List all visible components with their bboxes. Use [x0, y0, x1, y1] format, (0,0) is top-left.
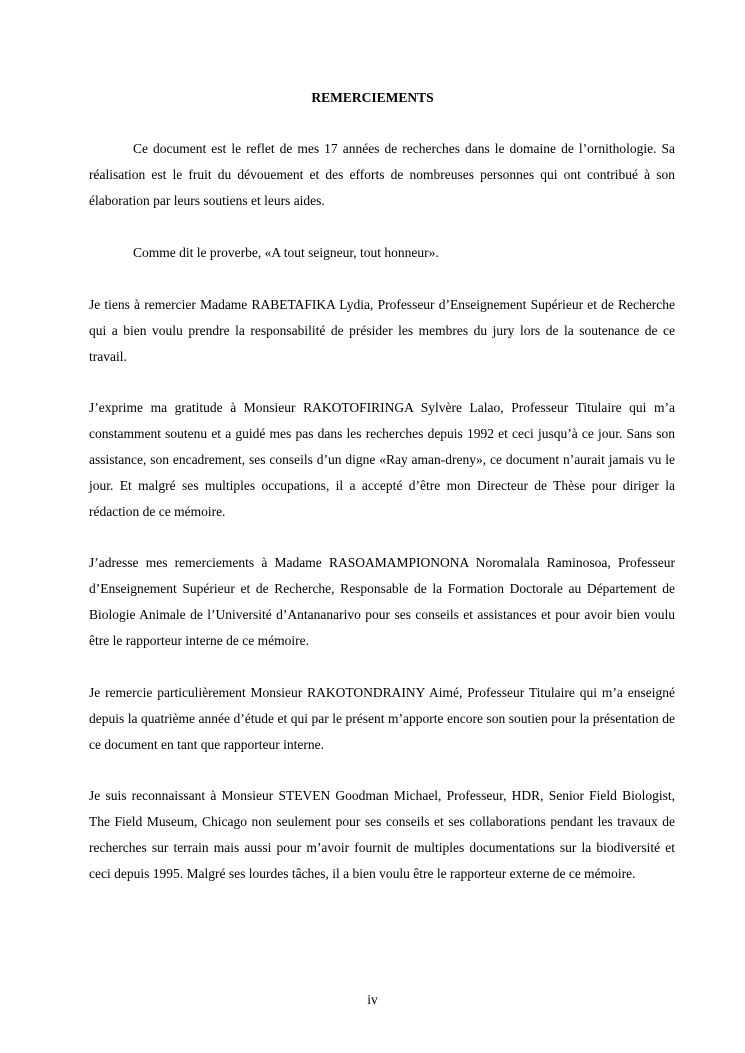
page-title: REMERCIEMENTS [311, 90, 434, 105]
page-number: iv [367, 992, 378, 1007]
paragraph-jury-president: Je tiens à remercier Madame RABETAFIKA Lydia, Professeur d’Enseignement Supérieur et de Recherche qui a bien voulu prendre la responsabilité de présider les membres du jury lors de la soutenance de ce travail. [89, 297, 675, 364]
paragraph-external-rapporteur: Je suis reconnaissant à Monsieur STEVEN Goodman Michael, Professeur, HDR, Senior Field Biologist, The Field Museum, Chicago non seulement pour ses conseils et ses collaborations pendant les travaux de recherches sur terrain mais aussi pour m’avoir fournit de multiples documentations sur la biodiversité et ceci depuis 1995. Malgré ses lourdes tâches, il a bien voulu être le rapporteur externe de ce mémoire. [89, 788, 675, 881]
paragraph-internal-rapporteur-2: Je remercie particulièrement Monsieur RAKOTONDRAINY Aimé, Professeur Titulaire qui m’a enseigné depuis la quatrième année d’étude et qui par le présent m’apporte encore son soutien pour la présentation de ce document en tant que rapporteur interne. [89, 685, 675, 752]
paragraph-thesis-director: J’exprime ma gratitude à Monsieur RAKOTOFIRINGA Sylvère Lalao, Professeur Titulaire qui m’a constamment soutenu et a guidé mes pas dans les recherches depuis 1992 et ceci jusqu’à ce jour. Sans son assistance, son encadrement, ses conseils d’un digne «Ray aman-dreny», ce document n’aurait jamais vu le jour. Et malgré ses multiples occupations, il a accepté d’être mon Directeur de Thèse pour diriger la rédaction de ce mémoire. [89, 400, 675, 519]
paragraph-internal-rapporteur-1: J’adresse mes remerciements à Madame RASOAMAMPIONONA Noromalala Raminosoa, Professeur d’Enseignement Supérieur et de Recherche, Responsable de la Formation Doctorale au Département de Biologie Animale de l’Université d’Antananarivo pour ses conseils et assistances et pour avoir bien voulu être le rapporteur interne de ce mémoire. [89, 555, 675, 648]
paragraph-introduction: Ce document est le reflet de mes 17 années de recherches dans le domaine de l’ornithologie. Sa réalisation est le fruit du dévouement et des efforts de nombreuses personnes qui ont contribué à son élaboration par leurs soutiens et leurs aides. [89, 141, 675, 208]
paragraph-proverb: Comme dit le proverbe, «A tout seigneur, tout honneur». [133, 245, 439, 260]
